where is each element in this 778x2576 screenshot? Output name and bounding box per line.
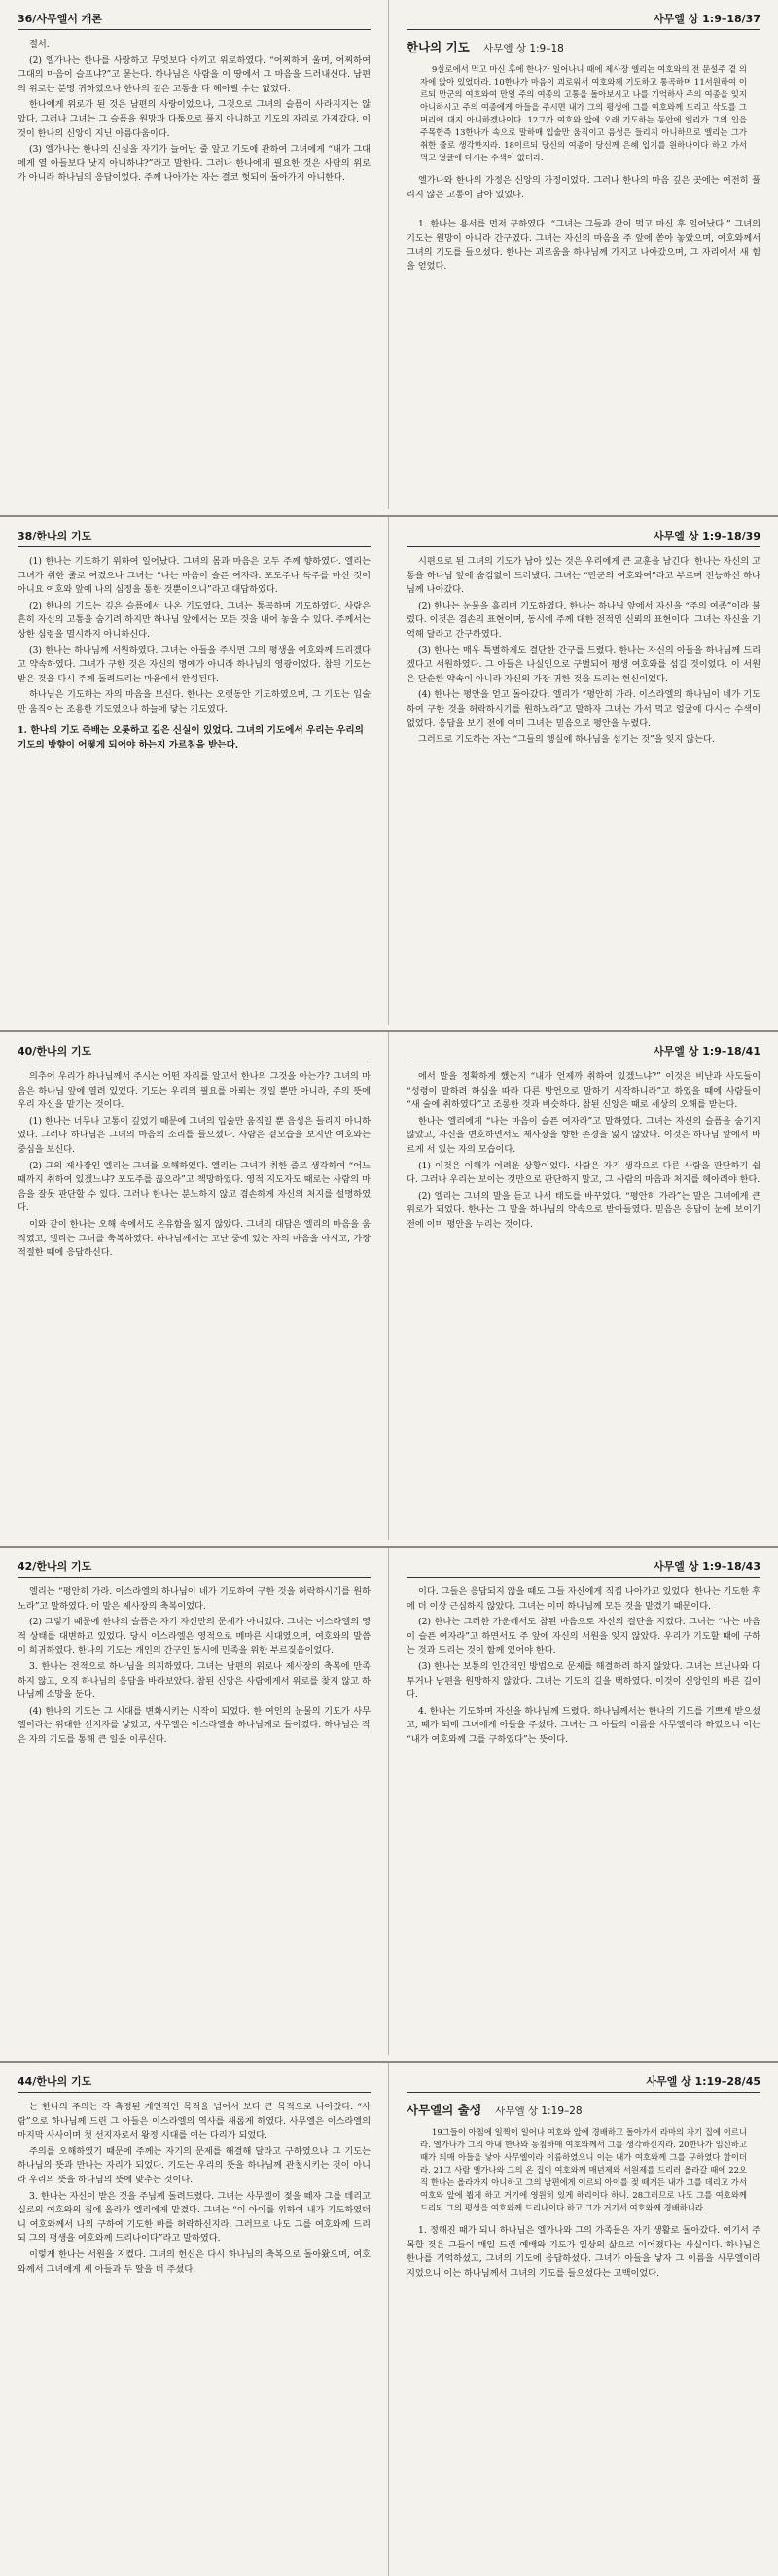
page-42 — [0, 1548, 389, 2055]
paragraph: 1. 정해진 때가 되니 하나님은 엘가나와 그의 가족들은 자기 생활로 돌아갔다. 여기서 주목할 것은 그들이 매일 드린 예배와 기도가 일상의 삶으로 이어졌다는 사실이다. 하나님은 한나를 기억하셨고, 그녀의 기도에 응답하셨다. 그녀가 아들을 낳자 그 이름을 사무엘이라 지었으니 이는 하나님께서 그녀의 기도를 들으셨다는 고백이었다. — [407, 2225, 760, 2279]
paragraph: (1) 한나는 기도하기 위하여 일어났다. 그녀의 몸과 마음은 모두 주께 향하였다. 엘리는 그녀가 취한 줄로 여겼으나 그녀는 “나는 마음이 슬픈 여자라. 포도주나 독주를 마신 것이 아니요 여호와 앞에 나의 심정을 통한 것뿐이오니”라고 대답하였다. — [18, 556, 371, 596]
body-text — [407, 555, 760, 748]
page-spread-5 — [0, 2061, 778, 2576]
running-head: 36/사무엘서 개론 — [18, 10, 371, 30]
paragraph: (3) 한나는 매우 특별하게도 결단한 간구를 드렸다. 한나는 자신의 아들을 하나님께 드리겠다고 서원하였다. 그 아들은 나실인으로 구별되어 평생 여호와를 섬길 것이었다. 이 서원은 단순한 약속이 아니라 자신의 가장 귀한 것을 드리는 헌신이었다. — [407, 644, 760, 684]
running-head: 사무엘 상 1:9–18/39 — [407, 527, 760, 547]
paragraph: 한나는 엘리에게 “나는 마음이 슬픈 여자라”고 말하였다. 그녀는 자신의 슬픔을 숨기지 않았고, 자신을 변호하면서도 제사장을 향한 존경을 잃지 않았다. 이것은 하나님 앞에서 바르게 서 있는 자의 모습이다. — [407, 1115, 760, 1155]
page-43 — [389, 1548, 778, 2055]
paragraph: (2) 그렇기 때문에 한나의 슬픔은 자기 자신만의 문제가 아니었다. 그녀는 이스라엘의 영적 상태를 대변하고 있었다. 당시 이스라엘은 영적으로 메마른 시대였으며, 여호와의 말씀이 희귀하였다. 한나의 기도는 개인의 간구인 동시에 민족을 위한 부르짖음이었다. — [18, 1617, 371, 1656]
page-36 — [0, 0, 389, 509]
running-head: 사무엘 상 1:9–18/37 — [407, 10, 760, 30]
page-37 — [389, 0, 778, 509]
paragraph: 3. 한나는 전적으로 하나님을 의지하였다. 그녀는 남편의 위로나 제사장의 축복에 만족하지 않고, 오직 하나님의 응답을 바라보았다. 참된 신앙은 사람에게서 위로를 찾지 않고 하나님께 소망을 둔다. — [18, 1660, 371, 1701]
running-head: 38/한나의 기도 — [18, 527, 371, 547]
numbered-point: 1. 한나의 기도 즉배는 오롯하고 깊은 신실이 있었다. 그녀의 기도에서 우리는 우리의 기도의 방향이 어떻게 되어야 하는지 가르침을 받는다. — [18, 724, 364, 750]
paragraph: (2) 한나는 그러한 가운데서도 참된 마음으로 자신의 결단을 지켰다. 그녀는 “나는 마음이 슬픈 여자라”고 하면서도 주 앞에 자신의 서원을 잊지 않았다. 우리가 기도할 때에 구하는 것과 드리는 것이 함께 있어야 한다. — [407, 1617, 760, 1656]
page-45 — [389, 2063, 778, 2576]
paragraph: 에서 말을 정확하게 했는지 “내가 언제까 취하여 있겠느냐?” 이것은 비난과 사도들이 “성령이 말하려 하심을 따라 다른 방언으로 말하기 시작하니라”고 하였을 때에 사람들이 “새 술에 취하였다”고 조롱한 것과 비슷하다. 참된 신앙은 때로 세상의 오해를 받는다. — [407, 1071, 760, 1111]
body-text — [18, 38, 371, 186]
paragraph: 이와 같이 한나는 오해 속에서도 온유함을 잃지 않았다. 그녀의 대답은 엘리의 마음을 움직였고, 엘리는 그녀를 축복하였다. 하나님께서는 고난 중에 있는 자의 마음을 아시고, 가장 적절한 때에 응답하신다. — [18, 1218, 371, 1259]
paragraph: 한나에게 위로가 된 것은 남편의 사랑이었으나, 그것으로 그녀의 슬픔이 사라지지는 않았다. 그러나 그녀는 그 슬픔을 원망과 다툼으로 풀지 아니하고 기도의 자리로 가져갔다. 이것이 한나의 신앙이 지닌 아름다움이다. — [18, 99, 371, 139]
body-text — [407, 1585, 760, 1748]
running-head: 사무엘 상 1:9–18/43 — [407, 1557, 760, 1578]
paragraph: 그러므로 기도하는 자는 “그들의 행실에 하나님을 섬기는 것”을 잊지 않는다. — [418, 734, 715, 746]
page-spread-2 — [0, 515, 778, 1025]
section-title — [407, 2101, 760, 2118]
running-head: 사무엘 상 1:19–28/45 — [407, 2072, 760, 2093]
page-spread-3 — [0, 1030, 778, 1540]
body-text — [18, 555, 371, 717]
page-44 — [0, 2063, 389, 2576]
paragraph: 절서. — [29, 39, 50, 50]
paragraph: (2) 엘가나는 한나를 사랑하고 무엇보다 아끼고 위로하였다. “어찌하여 울며, 어찌하여 그대의 마음이 슬프냐?”고 묻는다. 하나님은 사람을 이 땅에서 그 마음을 드러내신다. 남편의 위로는 분명 귀하였으나 한나의 깊은 고통을 다 헤아릴 수는 없었다. — [18, 54, 371, 94]
page-spread-1 — [0, 0, 778, 509]
running-head: 사무엘 상 1:9–18/41 — [407, 1042, 760, 1062]
paragraph: (4) 한나는 평안을 얻고 돌아갔다. 엘리가 “평안히 가라. 이스라엘의 하나님이 네가 기도하여 구한 것을 허락하시기를 원하노라”고 말하자 그녀는 가서 먹고 얼굴에 다시는 수색이 없었다. 응답을 보기 전에 이미 그녀는 믿음으로 평안을 누렸다. — [407, 689, 760, 729]
paragraph: 시편으로 된 그녀의 기도가 남아 있는 것은 우리에게 큰 교훈을 남긴다. 한나는 자신의 고통을 하나님 앞에 숨김없이 드러냈다. 그녀는 “만군의 여호와여”라고 부르며 전능하신 하나님께 나아갔다. — [407, 556, 760, 596]
running-head: 44/한나의 기도 — [18, 2072, 371, 2093]
paragraph: 이다. 그들은 응답되지 않을 때도 그들 자신에게 직접 나아가고 있었다. 한나는 기도한 후에 더 이상 근심하지 않았다. 그녀는 이미 하나님께 모든 것을 맡겼기 때문이다. — [407, 1586, 760, 1612]
paragraph: 1. 한나는 용서를 먼저 구하였다. “그녀는 그들과 같이 먹고 마신 후 일어났다.” 그녀의 기도는 원망이 아니라 간구였다. 그녀는 자신의 마음을 주 앞에 쏟아 놓았으며, 여호와께서 그녀의 기도를 들으셨다. 한나는 괴로움을 하나님께 가지고 나아갔으며, 그 자리에서 새 힘을 얻었다. — [407, 219, 760, 272]
paragraph: (3) 한나는 보통의 인간적인 방법으로 문제를 해결하려 하지 않았다. 그녀는 브닌나와 다투거나 남편을 원망하지 않았다. 그녀는 기도의 길을 택하였다. 이것이 신앙인의 바른 길이다. — [407, 1660, 760, 1701]
section-title — [407, 38, 760, 55]
paragraph: (1) 한나는 너무나 고통이 깊었기 때문에 그녀의 입술만 움직일 뿐 음성은 들리지 아니하였다. 그러나 하나님은 그녀의 마음의 소리를 들으셨다. 사람은 겉모습을 보지만 여호와는 중심을 보신다. — [18, 1115, 371, 1155]
paragraph: (2) 그의 제사장인 엘리는 그녀를 오해하였다. 엘리는 그녀가 취한 줄로 생각하여 “어느 때까지 취하여 있겠느냐? 포도주를 끊으라”고 책망하였다. 영적 지도자도 때로는 사람의 마음을 잘못 판단할 수 있다. 그러나 한나는 분노하지 않고 겸손하게 자신의 처지를 설명하였다. — [18, 1160, 371, 1214]
paragraph: 엘리는 “평안히 가라. 이스라엘의 하나님이 네가 기도하여 구한 것을 허락하시기를 원하노라”고 말하였다. 이 말은 제사장의 축복이었다. — [18, 1586, 371, 1612]
paragraph: 하나님은 기도하는 자의 마음을 보신다. 한나는 오랫동안 기도하였으며, 그 기도는 입술만 움직이는 조용한 기도였으나 하늘에 닿는 기도였다. — [18, 689, 371, 714]
scripture-reference: 사무엘 상 1:9–18 — [483, 43, 564, 54]
page-40 — [0, 1032, 389, 1540]
body-text — [407, 2224, 760, 2280]
paragraph: 는 한나의 주의는 각 측정된 개인적인 목적을 넘어서 보다 큰 목적으로 나아갔다. “사람”으로 하나님께 드린 그 아들은 이스라엘의 역사를 새롭게 하였다. 사무엘은 이스라엘의 마지막 사사이며 첫 선지자로서 왕정 시대를 여는 다리가 되었다. — [18, 2102, 371, 2141]
page-38 — [0, 517, 389, 1025]
body-text — [18, 1585, 371, 1748]
scripture-text: 19그들이 아침에 일찍이 일어나 여호와 앞에 경배하고 돌아가서 라마의 자기 집에 이르니라. 엘가나가 그의 아내 한나와 동침하매 여호와께서 그를 생각하신지라. 20한나가 임신하고 때가 되매 아들을 낳아 사무엘이라 이름하였으니 이는 내가 여호와께 그를 구하였다 함이더라. 21그 사람 엘가나와 그의 온 집이 여호와께 매년제와 서원제를 드리러 올라갈 때에 22오직 한나는 올라가지 아니하고 그의 남편에게 이르되 아이를 젖 떼거든 내가 그를 데리고 가서 여호와 앞에 뵙게 하고 거기에 영원히 있게 하리이다 하니. 28그러므로 나도 그를 여호와께 드리되 그의 평생을 여호와께 드리나이다 하고 그가 거기서 여호와께 경배하니라. — [420, 2127, 747, 2212]
paragraph: (4) 한나의 기도는 그 시대를 변화시키는 시작이 되었다. 한 여인의 눈물의 기도가 사무엘이라는 위대한 선지자를 낳았고, 사무엘은 이스라엘을 하나님께로 돌이켰다. 하나님은 작은 자의 기도를 통해 큰 일을 이루신다. — [18, 1705, 371, 1745]
page-39 — [389, 517, 778, 1025]
paragraph: 3. 한나는 자신이 받은 것을 주님께 돌려드렸다. 그녀는 사무엘이 젖을 떼자 그를 데리고 실로의 여호와의 집에 올라가 엘리에게 맡겼다. 그녀는 “이 아이를 위하여 내가 기도하였더니 여호와께서 나의 구하여 기도한 바를 허락하신지라. 그러므로 나도 그를 여호와께 드리되 그의 평생을 여호와께 드리나이다”라고 말하였다. — [18, 2190, 371, 2245]
body-text — [18, 1070, 371, 1261]
running-head: 42/한나의 기도 — [18, 1557, 371, 1578]
running-head: 40/한나의 기도 — [18, 1042, 371, 1062]
scripture-text: 9실로에서 먹고 마신 후에 한나가 일어나니 때에 제사장 엘리는 여호와의 전 문설주 곁 의자에 앉아 있었더라. 10한나가 마음이 괴로워서 여호와께 기도하고 통곡하며 11서원하여 이르되 만군의 여호와여 만일 주의 여종의 고통을 돌아보시고 나를 기억하사 주의 여종을 잊지 아니하시고 주의 여종에게 아들을 주시면 내가 그의 평생에 그를 여호와께 드리고 삭도를 그 머리에 대지 아니하겠나이다. 12그가 여호와 앞에 오래 기도하는 동안에 엘리가 그의 입을 주목한즉 13한나가 속으로 말하매 입술만 움직이고 음성은 들리지 아니하므로 엘리는 그가 취한 줄로 생각한지라. 18이르되 당신의 여종이 당신께 은혜 입기를 원하나이다 하고 가서 먹고 얼굴에 다시는 수색이 없더라. — [420, 64, 747, 162]
paragraph: (2) 한나의 기도는 깊은 슬픔에서 나온 기도였다. 그녀는 통곡하며 기도하였다. 사람은 흔히 자신의 고통을 숨기려 하지만 하나님 앞에서는 모든 것을 내어 놓을 수 있다. 주께서는 상한 심령을 멸시하지 아니하신다. — [18, 600, 371, 640]
paragraph: 엘가나와 한나의 가정은 신앙의 가정이었다. 그러나 한나의 마음 깊은 곳에는 여전히 풀리지 않은 고통이 남아 있었다. — [407, 175, 760, 200]
section-title-text: 한나의 기도 — [407, 40, 470, 54]
page-41 — [389, 1032, 778, 1540]
scripture-reference: 사무엘 상 1:19–28 — [495, 2106, 583, 2117]
paragraph: (1) 이것은 이해가 어려운 상황이었다. 사람은 자기 생각으로 다른 사람을 판단하기 쉽다. 그러나 우리는 보이는 것만으로 판단하지 말고, 그 사람의 마음과 처지를 헤아려야 한다. — [407, 1160, 760, 1186]
scripture-passage — [407, 2126, 760, 2214]
paragraph: 이렇게 한나는 서원을 지켰다. 그녀의 헌신은 다시 하나님의 축복으로 돌아왔으며, 여호와께서 그녀에게 세 아들과 두 딸을 더 주셨다. — [18, 2248, 371, 2275]
body-text — [407, 174, 760, 275]
paragraph: 의추어 우리가 하나님께서 주시는 어떤 자리를 알고서 한나의 그것을 아는가? 그녀의 마음은 하나님 앞에 열려 있었다. 기도는 우리의 필요를 아뢰는 것일 뿐만 아니라, 주의 뜻에 우리 자신을 맡기는 것이다. — [18, 1071, 371, 1111]
scripture-passage — [407, 63, 760, 164]
paragraph: (2) 엘리는 그녀의 말을 듣고 나서 태도를 바꾸었다. “평안히 가라”는 말은 그녀에게 큰 위로가 되었다. 한나는 그 말을 하나님의 약속으로 받아들였다. 믿음은 응답이 눈에 보이기 전에 이미 평안을 누리는 것이다. — [407, 1190, 760, 1230]
body-text — [407, 1070, 760, 1233]
paragraph: (2) 한나는 눈물을 흘리며 기도하였다. 한나는 하나님 앞에서 자신을 “주의 여종”이라 불렀다. 이것은 겸손의 표현이며, 동시에 주께 대한 전적인 신뢰의 표현이다. 그녀는 자신을 기억해 달라고 간구하였다. — [407, 600, 760, 640]
paragraph: (3) 엘가나는 한나의 신실을 자기가 늘어난 줄 알고 기도에 관하여 그녀에게 “내가 그대에게 열 아들보다 낫지 아니하냐?”라고 말한다. 그러나 한나에게 필요한 것은 사람의 위로가 아니라 하나님의 응답이었다. 주께 나아가는 자는 결코 헛되이 돌아가지 아니한다. — [18, 144, 371, 184]
paragraph: 4. 한나는 기도하며 자신을 하나님께 드렸다. 하나님께서는 한나의 기도를 기쁘게 받으셨고, 때가 되매 그녀에게 아들을 주셨다. 그녀는 그 아들의 이름을 사무엘이라 하였으니 이는 “내가 여호와께 그를 구하였다”는 뜻이다. — [407, 1705, 760, 1745]
section-title-text: 사무엘의 출생 — [407, 2103, 481, 2117]
paragraph: 주의를 오해하였기 때문에 주께는 자기의 문제를 해결해 달라고 구하였으나 그 기도는 하나님의 뜻과 만나는 자리가 되었다. 기도는 우리의 뜻을 하나님께 관철시키는 것이 아니라 우리의 뜻을 하나님의 뜻에 맞추는 것이다. — [18, 2145, 371, 2185]
page-spread-4 — [0, 1546, 778, 2055]
body-text — [18, 2101, 371, 2277]
paragraph: (3) 한나는 하나님께 서원하였다. 그녀는 아들을 주시면 그의 평생을 여호와께 드리겠다고 약속하였다. 그녀가 구한 것은 자신의 명예가 아니라 하나님의 영광이었다. 참된 기도는 받은 것을 다시 주께 돌려드리는 마음에서 완성된다. — [18, 644, 371, 684]
